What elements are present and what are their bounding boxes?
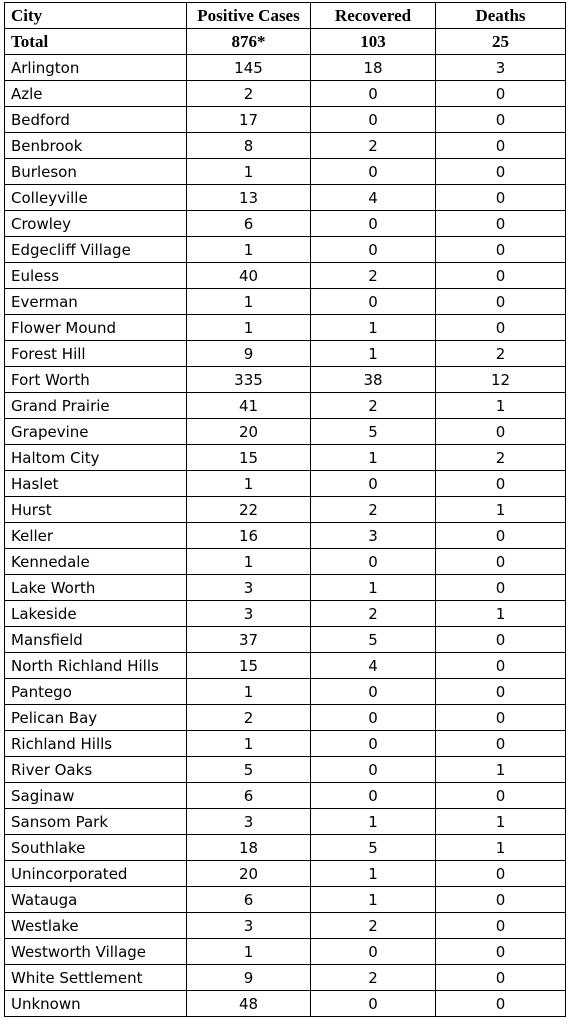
table-row	[5, 211, 566, 237]
deaths-cell: 0	[436, 81, 566, 107]
positive-cases-cell: 20	[187, 419, 311, 445]
recovered-cell: 1	[311, 809, 436, 835]
deaths-cell: 0	[436, 991, 566, 1017]
positive-cases-cell: 1	[187, 731, 311, 757]
table-row	[5, 419, 566, 445]
positive-cases-cell: 1	[187, 679, 311, 705]
recovered-cell: 1	[311, 861, 436, 887]
positive-cases-cell: 15	[187, 445, 311, 471]
city-cell: Unincorporated	[5, 861, 187, 887]
positive-cases-cell: 3	[187, 601, 311, 627]
table-row	[5, 601, 566, 627]
positive-cases-cell: 1	[187, 471, 311, 497]
city-cell: Watauga	[5, 887, 187, 913]
header-city: City	[5, 3, 187, 29]
table-row	[5, 653, 566, 679]
table-row	[5, 237, 566, 263]
deaths-cell: 0	[436, 237, 566, 263]
positive-cases-cell: 6	[187, 783, 311, 809]
positive-cases-cell: 2	[187, 705, 311, 731]
city-cell: Pelican Bay	[5, 705, 187, 731]
positive-cases-cell: 40	[187, 263, 311, 289]
recovered-cell: 2	[311, 601, 436, 627]
deaths-cell: 0	[436, 861, 566, 887]
recovered-cell: 5	[311, 627, 436, 653]
table-row	[5, 731, 566, 757]
recovered-cell: 0	[311, 731, 436, 757]
deaths-cell: 0	[436, 133, 566, 159]
recovered-cell: 18	[311, 55, 436, 81]
table-row	[5, 393, 566, 419]
deaths-cell: 3	[436, 55, 566, 81]
recovered-cell: 0	[311, 107, 436, 133]
city-cell: Westworth Village	[5, 939, 187, 965]
city-cell: Arlington	[5, 55, 187, 81]
city-cell: Lake Worth	[5, 575, 187, 601]
recovered-cell: 1	[311, 887, 436, 913]
deaths-cell: 0	[436, 211, 566, 237]
table-header	[5, 3, 566, 29]
positive-cases-cell: 145	[187, 55, 311, 81]
header-positive-cases: Positive Cases	[187, 3, 311, 29]
city-cell: Richland Hills	[5, 731, 187, 757]
city-cell: Haltom City	[5, 445, 187, 471]
table-body	[5, 29, 566, 1017]
table-row	[5, 757, 566, 783]
deaths-cell: 0	[436, 263, 566, 289]
city-cell: Edgecliff Village	[5, 237, 187, 263]
city-cell: Colleyville	[5, 185, 187, 211]
table-row	[5, 835, 566, 861]
recovered-cell: 4	[311, 185, 436, 211]
recovered-cell: 0	[311, 237, 436, 263]
positive-cases-cell: 1	[187, 549, 311, 575]
deaths-cell: 0	[436, 107, 566, 133]
positive-cases-cell: 3	[187, 913, 311, 939]
city-cell: River Oaks	[5, 757, 187, 783]
table-row	[5, 549, 566, 575]
recovered-cell: 4	[311, 653, 436, 679]
table-row	[5, 367, 566, 393]
table-row	[5, 315, 566, 341]
deaths-cell: 0	[436, 679, 566, 705]
recovered-cell: 0	[311, 289, 436, 315]
table-row	[5, 991, 566, 1017]
city-cell: Sansom Park	[5, 809, 187, 835]
city-cell: Kennedale	[5, 549, 187, 575]
table-row	[5, 159, 566, 185]
cases-by-city-table	[4, 2, 566, 1017]
deaths-cell: 1	[436, 757, 566, 783]
positive-cases-cell: 41	[187, 393, 311, 419]
deaths-cell: 0	[436, 965, 566, 991]
recovered-cell: 0	[311, 783, 436, 809]
city-cell: Unknown	[5, 991, 187, 1017]
table-row	[5, 185, 566, 211]
recovered-cell: 2	[311, 913, 436, 939]
header-deaths: Deaths	[436, 3, 566, 29]
positive-cases-cell: 8	[187, 133, 311, 159]
table-row	[5, 471, 566, 497]
city-cell: Everman	[5, 289, 187, 315]
city-cell: Hurst	[5, 497, 187, 523]
positive-cases-cell: 13	[187, 185, 311, 211]
total-row	[5, 29, 566, 55]
city-cell: Grapevine	[5, 419, 187, 445]
table-row	[5, 289, 566, 315]
positive-cases-cell: 15	[187, 653, 311, 679]
positive-cases-cell: 1	[187, 289, 311, 315]
recovered-cell: 1	[311, 341, 436, 367]
city-cell: Fort Worth	[5, 367, 187, 393]
table-row	[5, 887, 566, 913]
city-cell: Grand Prairie	[5, 393, 187, 419]
table-row	[5, 107, 566, 133]
table-row	[5, 783, 566, 809]
recovered-cell: 0	[311, 939, 436, 965]
total-positive-cases: 876*	[187, 29, 311, 55]
deaths-cell: 0	[436, 289, 566, 315]
city-cell: Mansfield	[5, 627, 187, 653]
recovered-cell: 3	[311, 523, 436, 549]
recovered-cell: 2	[311, 263, 436, 289]
city-cell: Euless	[5, 263, 187, 289]
positive-cases-cell: 1	[187, 159, 311, 185]
table-row	[5, 445, 566, 471]
recovered-cell: 0	[311, 757, 436, 783]
city-cell: Pantego	[5, 679, 187, 705]
deaths-cell: 0	[436, 627, 566, 653]
positive-cases-cell: 6	[187, 211, 311, 237]
deaths-cell: 0	[436, 185, 566, 211]
recovered-cell: 0	[311, 679, 436, 705]
deaths-cell: 0	[436, 419, 566, 445]
positive-cases-cell: 48	[187, 991, 311, 1017]
table-row	[5, 523, 566, 549]
table-row	[5, 705, 566, 731]
deaths-cell: 0	[436, 783, 566, 809]
total-deaths: 25	[436, 29, 566, 55]
city-cell: Benbrook	[5, 133, 187, 159]
city-cell: Haslet	[5, 471, 187, 497]
table-row	[5, 809, 566, 835]
table-row	[5, 55, 566, 81]
recovered-cell: 5	[311, 835, 436, 861]
table-row	[5, 627, 566, 653]
deaths-cell: 1	[436, 497, 566, 523]
city-cell: North Richland Hills	[5, 653, 187, 679]
positive-cases-cell: 16	[187, 523, 311, 549]
recovered-cell: 38	[311, 367, 436, 393]
recovered-cell: 0	[311, 159, 436, 185]
city-cell: Crowley	[5, 211, 187, 237]
city-cell: Lakeside	[5, 601, 187, 627]
table-row	[5, 263, 566, 289]
recovered-cell: 1	[311, 575, 436, 601]
deaths-cell: 1	[436, 601, 566, 627]
positive-cases-cell: 1	[187, 315, 311, 341]
deaths-cell: 0	[436, 315, 566, 341]
deaths-cell: 0	[436, 653, 566, 679]
deaths-cell: 2	[436, 445, 566, 471]
recovered-cell: 2	[311, 133, 436, 159]
table-row	[5, 939, 566, 965]
deaths-cell: 0	[436, 549, 566, 575]
deaths-cell: 0	[436, 705, 566, 731]
city-cell: Forest Hill	[5, 341, 187, 367]
recovered-cell: 0	[311, 991, 436, 1017]
positive-cases-cell: 1	[187, 237, 311, 263]
recovered-cell: 0	[311, 549, 436, 575]
recovered-cell: 2	[311, 497, 436, 523]
positive-cases-cell: 5	[187, 757, 311, 783]
table-row	[5, 81, 566, 107]
table-row	[5, 861, 566, 887]
positive-cases-cell: 1	[187, 939, 311, 965]
table-row	[5, 575, 566, 601]
table-row	[5, 497, 566, 523]
deaths-cell: 1	[436, 835, 566, 861]
table-row	[5, 133, 566, 159]
city-cell: Keller	[5, 523, 187, 549]
recovered-cell: 0	[311, 471, 436, 497]
city-cell: White Settlement	[5, 965, 187, 991]
table-row	[5, 341, 566, 367]
deaths-cell: 12	[436, 367, 566, 393]
city-cell: Flower Mound	[5, 315, 187, 341]
deaths-cell: 0	[436, 939, 566, 965]
positive-cases-cell: 9	[187, 341, 311, 367]
header-row	[5, 3, 566, 29]
positive-cases-cell: 9	[187, 965, 311, 991]
recovered-cell: 2	[311, 393, 436, 419]
positive-cases-cell: 3	[187, 809, 311, 835]
recovered-cell: 0	[311, 705, 436, 731]
positive-cases-cell: 37	[187, 627, 311, 653]
positive-cases-cell: 18	[187, 835, 311, 861]
total-label: Total	[5, 29, 187, 55]
recovered-cell: 1	[311, 315, 436, 341]
positive-cases-cell: 20	[187, 861, 311, 887]
header-recovered: Recovered	[311, 3, 436, 29]
deaths-cell: 0	[436, 575, 566, 601]
recovered-cell: 2	[311, 965, 436, 991]
deaths-cell: 0	[436, 887, 566, 913]
deaths-cell: 1	[436, 809, 566, 835]
deaths-cell: 0	[436, 523, 566, 549]
deaths-cell: 0	[436, 159, 566, 185]
total-recovered: 103	[311, 29, 436, 55]
positive-cases-cell: 2	[187, 81, 311, 107]
deaths-cell: 0	[436, 913, 566, 939]
city-cell: Bedford	[5, 107, 187, 133]
positive-cases-cell: 22	[187, 497, 311, 523]
positive-cases-cell: 3	[187, 575, 311, 601]
deaths-cell: 1	[436, 393, 566, 419]
positive-cases-cell: 335	[187, 367, 311, 393]
city-cell: Westlake	[5, 913, 187, 939]
deaths-cell: 0	[436, 731, 566, 757]
recovered-cell: 0	[311, 81, 436, 107]
recovered-cell: 1	[311, 445, 436, 471]
recovered-cell: 0	[311, 211, 436, 237]
table-row	[5, 965, 566, 991]
city-cell: Azle	[5, 81, 187, 107]
recovered-cell: 5	[311, 419, 436, 445]
positive-cases-cell: 17	[187, 107, 311, 133]
city-cell: Southlake	[5, 835, 187, 861]
table-row	[5, 679, 566, 705]
city-cell: Burleson	[5, 159, 187, 185]
positive-cases-cell: 6	[187, 887, 311, 913]
table-row	[5, 913, 566, 939]
city-cell: Saginaw	[5, 783, 187, 809]
deaths-cell: 2	[436, 341, 566, 367]
deaths-cell: 0	[436, 471, 566, 497]
